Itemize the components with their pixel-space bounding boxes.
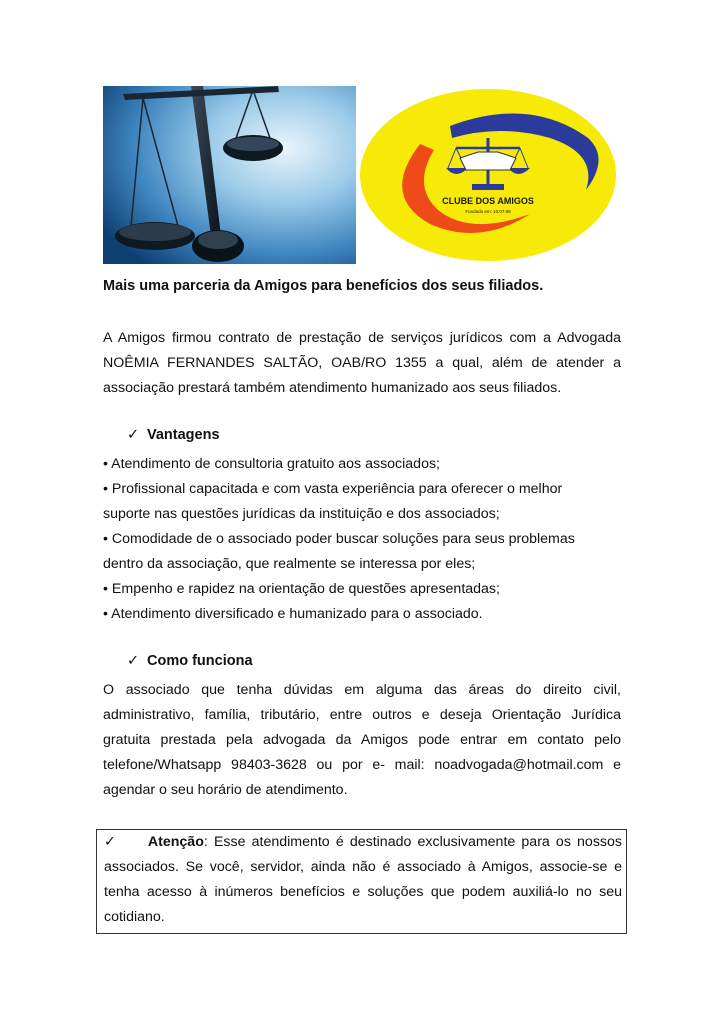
intro-line: associação prestará também atendimento humanizado aos seus filiados. <box>103 380 562 396</box>
vantagens-list <box>103 452 621 627</box>
como-funciona-paragraph <box>103 678 621 803</box>
attention-line: tenha acesso à inúmeros benefícios e soluções que podem auxiliá-lo no seu <box>104 884 622 900</box>
list-item: • Atendimento diversificado e humanizado para o associado. <box>103 606 483 622</box>
logo-name-text: CLUBE DOS AMIGOS <box>442 196 534 206</box>
intro-paragraph <box>103 326 621 401</box>
vantagens-heading <box>127 427 220 443</box>
paragraph-line: agendar o seu horário de atendimento. <box>103 782 348 798</box>
intro-line: A Amigos firmou contrato de prestação de serviços jurídicos com a Advogada <box>103 330 621 346</box>
attention-first-line <box>116 830 622 855</box>
attention-line: associados. Se você, servidor, ainda não é associado à Amigos, associe-se e <box>104 859 622 875</box>
page-headline: Mais uma parceria da Amigos para benefícios dos seus filiados. <box>103 278 544 294</box>
attention-text <box>104 830 622 930</box>
como-funciona-title: Como funciona <box>147 653 253 669</box>
paragraph-line: administrativo, família, tributário, entre outros e deseja Orientação Jurídica <box>103 707 621 723</box>
logo-founded-text: Fundado em: 10.07.98 <box>465 209 511 214</box>
paragraph-line: telefone/Whatsapp 98403-3628 ou por e- mail: noadvogada@hotmail.com e <box>103 757 621 773</box>
attention-box <box>96 829 627 934</box>
attention-label: Atenção <box>147 834 204 850</box>
list-item: dentro da associação, que realmente se interessa por eles; <box>103 556 476 572</box>
list-item: • Profissional capacitada e com vasta experiência para oferecer o melhor <box>103 481 563 497</box>
list-item: • Empenho e rapidez na orientação de questões apresentadas; <box>103 581 500 597</box>
paragraph-line: O associado que tenha dúvidas em alguma das áreas do direito civil, <box>103 682 621 698</box>
list-item: suporte nas questões jurídicas da instituição e dos associados; <box>103 506 500 522</box>
clube-dos-amigos-logo <box>360 86 618 264</box>
attention-line1-rest: : Esse atendimento é destinado exclusivamente para os nossos <box>203 834 622 850</box>
como-funciona-heading <box>127 653 253 669</box>
list-item: • Comodidade de o associado poder buscar soluções para seus problemas <box>103 531 575 547</box>
scales-of-justice-photo <box>103 86 356 264</box>
vantagens-title: Vantagens <box>147 427 220 443</box>
checkmark-icon: ✓ <box>104 834 116 850</box>
checkmark-icon: ✓ <box>127 427 140 443</box>
logo-emblem-icon <box>360 86 618 264</box>
checkmark-icon: ✓ <box>127 653 140 669</box>
intro-line: NOÊMIA FERNANDES SALTÃO, OAB/RO 1355 a qual, além de atender a <box>103 355 621 371</box>
list-item: • Atendimento de consultoria gratuito aos associados; <box>103 456 441 472</box>
scales-of-justice-icon <box>103 86 356 264</box>
paragraph-line: gratuita prestada pela advogada da Amigos pode entrar em contato pelo <box>103 732 621 748</box>
attention-line <box>104 830 622 855</box>
attention-line: cotidiano. <box>104 909 165 925</box>
